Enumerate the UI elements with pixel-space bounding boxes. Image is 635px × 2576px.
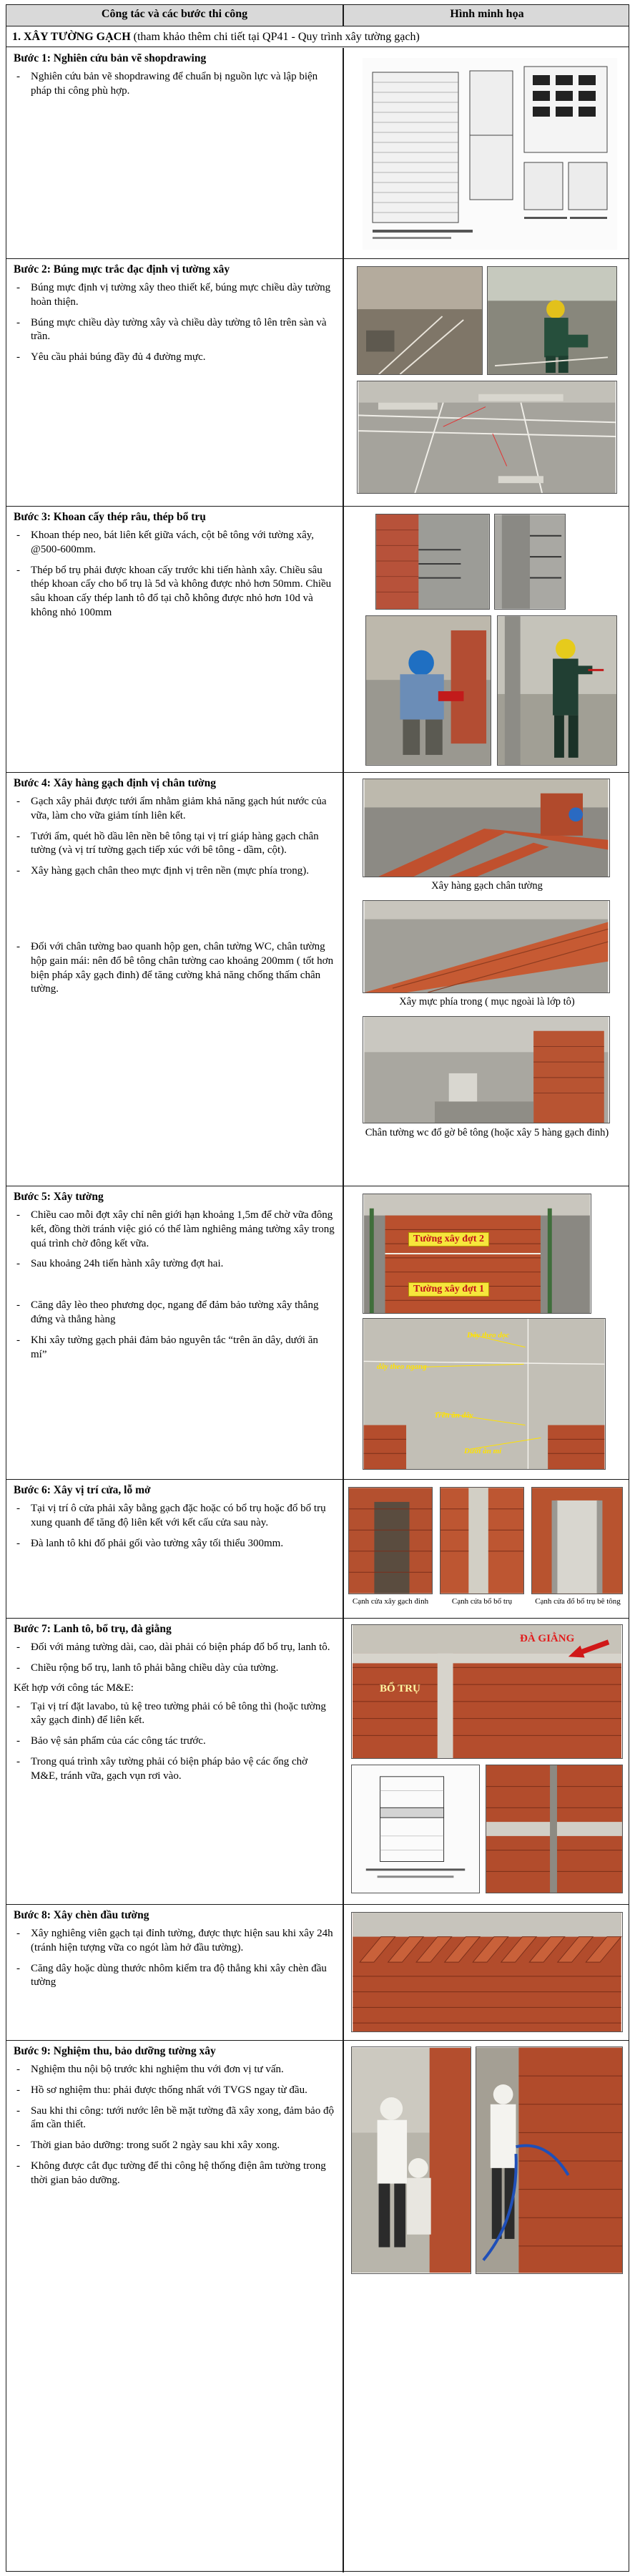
list-item: - Xây nghiêng viên gạch tại đỉnh tường, được thực hiện sau khi xây 24h (tránh hiện tượng vữa co ngót làm hở đầu tường).	[14, 1927, 337, 1956]
step-1-text	[6, 48, 343, 258]
caption: Chân tường wc đổ gờ bê tông (hoặc xây 5 hàng gạch đinh)	[365, 1127, 609, 1138]
list-item: - Chiều rộng bổ trụ, lanh tô phải bằng chiều dày của tường.	[14, 1662, 337, 1676]
list-item: - Búng mực chiều dày tường xây và chiều dày tường tô lên trên sàn và trần.	[14, 316, 337, 345]
step-2-illustration	[344, 259, 630, 506]
list-item: - Sau khi thi công: tưới nước lên bề mặt tường đã xây xong, đảm bảo độ ẩm cần thiết.	[14, 2104, 337, 2133]
list-item: - Xây hàng gạch chân theo mực định vị trên nền (mực phía trong).	[14, 864, 337, 879]
list-item: - Gạch xây phải được tưới ẩm nhằm giảm khả năng gạch hút nước của vữa, làm cho vữa giảm tính liên kết.	[14, 795, 337, 824]
step-title: Bước 6: Xây vị trí cửa, lỗ mở	[14, 1484, 151, 1496]
list-item: - Nghiên cứu bản vẽ shopdrawing để chuẩn bị nguồn lực và lập biện pháp thi công phù hợp.	[14, 70, 337, 99]
step-3-illustration	[344, 507, 630, 772]
worker-marking-photo	[487, 266, 617, 375]
step-4-illustration	[344, 773, 630, 1186]
list-item: - Đối với chân tường bao quanh hộp gen, chân tường WC, chân tường hộp gain mái: nên đổ bê tông chân tường cao khoảng 200mm ( tốt hơn biện pháp xây gạch đinh) để tăng cường khả năng chống thấm chân tường.	[14, 940, 337, 997]
list-item: - Đà lanh tô khi đổ phải gối vào tường xây tối thiểu 300mm.	[14, 1537, 337, 1551]
step-row-8	[6, 1905, 629, 2041]
step-title: Bước 2: Búng mực trắc đạc định vị tường xây	[14, 263, 230, 275]
tie-beam-label: ĐÀ GIẰNG	[520, 1633, 575, 1644]
floor-chalk-lines-photo	[357, 381, 617, 494]
string-vertical-note: Dây theo dọc	[467, 1331, 510, 1340]
caption: Cạnh cửa bổ bổ trụ	[451, 1597, 513, 1606]
step-row-6	[6, 1480, 629, 1619]
list-item: - Nghiệm thu nội bộ trước khi nghiệm thu với đơn vị tư vấn.	[14, 2063, 337, 2077]
step-row-9	[6, 2041, 629, 2572]
section-heading: 1. XÂY TƯỜNG GẠCH	[12, 31, 131, 43]
chalk-line-photo-1	[357, 266, 483, 375]
rebar-anchor-photo-1	[375, 514, 490, 610]
list-item: - Trong quá trình xây tường phải có biện pháp bảo vệ các ống chờ M&E, tránh vữa, gạch vụn rơi vào.	[14, 1755, 337, 1784]
table-header	[6, 5, 629, 26]
caption: Cạnh cửa đổ bổ trụ bê tông	[535, 1597, 621, 1606]
step-9-illustration	[344, 2041, 630, 2572]
list-item: - Đối với mảng tường dài, cao, dài phải có biện pháp đổ bổ trụ, lanh tô.	[14, 1641, 337, 1655]
door-opening-photo-2	[440, 1487, 524, 1594]
list-item: - Bảo vệ sản phẩm của các công tác trước.	[14, 1735, 337, 1749]
header-work-steps: Công tác và các bước thi công	[101, 8, 248, 20]
step-8-text	[6, 1905, 343, 2040]
list-item: - Tại vị trí đặt lavabo, tủ kệ treo tường phải có bê tông thì (hoặc tường xây gạch đinh) để liên kết.	[14, 1700, 337, 1729]
wall-curing-photo	[476, 2046, 623, 2274]
wall-stage-2-label: Tường xây đợt 2	[408, 1232, 489, 1246]
section-note: (tham khảo thêm chi tiết tại QP41 - Quy trình xây tường gạch)	[133, 31, 420, 43]
step-title: Bước 9: Nghiệm thu, bảo dưỡng tường xây	[14, 2045, 216, 2057]
me-coordination-heading: Kết hợp với công tác M&E:	[14, 1682, 134, 1694]
step-8-illustration	[344, 1905, 630, 2040]
list-item: - Tại vị trí ô cửa phải xây bằng gạch đặc hoặc có bổ trụ hoặc đổ bổ trụ xung quanh để tăng độ liên kết với kết cấu cửa sau này.	[14, 1502, 337, 1531]
inspection-photo	[351, 2046, 471, 2274]
step-row-7	[6, 1619, 629, 1905]
step-4-text	[6, 773, 343, 1186]
rebar-installer-photo	[497, 615, 617, 766]
list-item: - Khi xây tường gạch phải đảm bảo nguyên tắc “trên ăn dây, dưới ăn mí”	[14, 1334, 337, 1362]
list-item: - Thép bổ trụ phải được khoan cấy trước khi tiến hành xây. Chiều sâu thép khoan cấy cho bổ trụ là 5d và không được nhỏ hơn 50mm. Chiều sâu khoan cấy thép lanh tô đổ tại chỗ không được nhỏ hơn 10d và không nhỏ 100mm	[14, 564, 337, 620]
list-item: - Búng mực định vị tường xây theo thiết kế, búng mực chiều dày tường hoàn thiện.	[14, 281, 337, 310]
caption: Cạnh cửa xây gạch đinh	[352, 1597, 429, 1606]
list-item: - Hồ sơ nghiệm thu: phải được thống nhất với TVGS ngay từ đầu.	[14, 2084, 337, 2098]
header-illustration: Hình minh họa	[450, 8, 524, 20]
list-item: - Sau khoảng 24h tiến hành xây tường đợt hai.	[14, 1257, 337, 1272]
column-divider	[343, 5, 344, 26]
step-row-4	[6, 773, 629, 1186]
caption: Xây hàng gạch chân tường	[431, 880, 543, 892]
list-item: - Tưới ẩm, quét hồ dầu lên nền bê tông tại vị trí giáp hàng gạch chân tường (và vị trí tường gạch tiếp xúc với bê tông - dầm, cột).	[14, 830, 337, 859]
step-9-text	[6, 2041, 343, 2572]
section-title	[6, 27, 629, 47]
rebar-anchor-photo-2	[494, 514, 566, 610]
bottom-rule-note: Dưới ăn mí	[464, 1447, 502, 1455]
step-7-text	[6, 1619, 343, 1904]
step-2-text	[6, 259, 343, 506]
door-opening-photo-3	[531, 1487, 623, 1594]
string-horizontal-note: dây theo ngang	[377, 1362, 427, 1371]
step-title: Bước 7: Lanh tô, bổ trụ, đà giằng	[14, 1623, 172, 1635]
step-5-illustration	[344, 1186, 630, 1479]
list-item: - Không được cắt đục tường để thi công hệ thống điện âm tường trong thời gian bảo dưỡng.	[14, 2160, 337, 2188]
wall-top-filling-photo	[351, 1912, 623, 2032]
me-protection-photo	[486, 1765, 623, 1893]
procedure-table	[6, 4, 629, 2572]
caption: Xây mực phía trong ( mục ngoài là lớp tô)	[399, 996, 575, 1008]
list-item: - Yêu cầu phải búng đầy đủ 4 đường mực.	[14, 351, 337, 365]
step-row-3	[6, 507, 629, 773]
step-title: Bước 3: Khoan cấy thép râu, thép bổ trụ	[14, 511, 206, 523]
list-item: - Chiều cao mỗi đợt xây chỉ nên giới hạn khoảng 1,5m để chờ vữa đông kết, đồng thời tránh việc gió có thể làm nghiêng mảng tường xây trong quá trình chờ đông kết vữa.	[14, 1209, 337, 1251]
step-row-2	[6, 259, 629, 507]
wc-wall-base-photo	[363, 1016, 610, 1123]
top-rule-note: Trên ăn dây	[434, 1411, 473, 1420]
list-item: - Khoan thép neo, bát liên kết giữa vách, cột bê tông với tường xây, @500-600mm.	[14, 529, 337, 557]
door-opening-photo-1	[348, 1487, 433, 1594]
drilling-worker-photo	[365, 615, 491, 766]
list-item: - Căng dây lèo theo phương dọc, ngang để đảm bảo tường xây thẳng đứng và thẳng hàng	[14, 1299, 337, 1327]
step-5-text	[6, 1186, 343, 1479]
step-6-illustration	[344, 1480, 630, 1618]
column-label: BỔ TRỤ	[380, 1683, 420, 1694]
wall-stage-1-label: Tường xây đợt 1	[408, 1282, 489, 1297]
step-title: Bước 8: Xây chèn đầu tường	[14, 1909, 149, 1921]
step-row-5	[6, 1186, 629, 1480]
step-title: Bước 4: Xây hàng gạch định vị chân tường	[14, 777, 216, 789]
list-item: - Căng dây hoặc dùng thước nhôm kiểm tra độ thẳng khi xây chèn đầu tường	[14, 1962, 337, 1991]
step-row-1	[6, 48, 629, 259]
inner-line-brick-photo	[363, 900, 610, 993]
base-brick-row-photo	[363, 779, 610, 877]
step-3-text	[6, 507, 343, 772]
lavabo-detail-drawing	[351, 1765, 480, 1893]
step-title: Bước 1: Nghiên cứu bản vẽ shopdrawing	[14, 52, 207, 64]
step-1-illustration	[344, 48, 630, 258]
step-title: Bước 5: Xây tường	[14, 1191, 104, 1203]
shopdrawing-image	[363, 58, 617, 250]
step-7-illustration	[344, 1619, 630, 1904]
step-6-text	[6, 1480, 343, 1618]
list-item: - Thời gian bảo dưỡng: trong suốt 2 ngày sau khi xây xong.	[14, 2139, 337, 2153]
